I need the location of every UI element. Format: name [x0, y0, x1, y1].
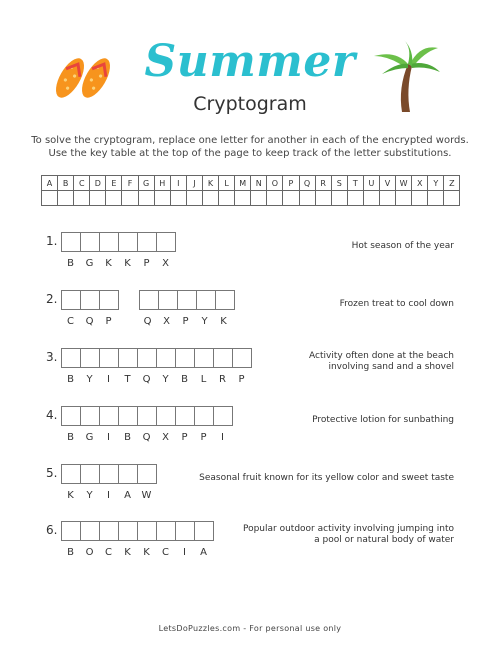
- cipher-letter: Q: [142, 374, 151, 385]
- answer-boxes: [61, 521, 214, 541]
- cipher-letter: K: [105, 258, 112, 269]
- cipher-text: [61, 432, 232, 443]
- instructions-line-2: Use the key table at the top of the page to keep track of the letter substitutions.: [48, 148, 452, 159]
- clue-line: Seasonal fruit known for its yellow color and sweet taste: [199, 473, 454, 483]
- answer-box[interactable]: [80, 464, 100, 484]
- cipher-text: [61, 374, 251, 385]
- key-answer-cell[interactable]: [299, 191, 315, 206]
- key-answer-cell[interactable]: [170, 191, 186, 206]
- clue-line: involving sand and a shovel: [328, 362, 454, 372]
- key-letter: G: [138, 176, 154, 191]
- answer-box[interactable]: [175, 406, 195, 426]
- answer-box[interactable]: [137, 348, 157, 368]
- cipher-letter: P: [182, 316, 189, 327]
- cipher-letter: I: [107, 374, 110, 385]
- key-answer-cell[interactable]: [283, 191, 299, 206]
- answer-box[interactable]: [177, 290, 197, 310]
- cipher-letter: K: [143, 547, 150, 558]
- key-answer-cell[interactable]: [219, 191, 235, 206]
- cipher-letter: C: [67, 316, 74, 327]
- answer-box[interactable]: [99, 232, 119, 252]
- key-letter: Z: [444, 176, 460, 191]
- answer-box[interactable]: [118, 232, 138, 252]
- answer-box[interactable]: [194, 406, 214, 426]
- page-subtitle: Cryptogram: [193, 93, 307, 115]
- clue: [243, 524, 454, 546]
- key-letter: R: [315, 176, 331, 191]
- clue-line: Popular outdoor activity involving jumping into: [242, 524, 454, 534]
- cipher-letter: Y: [86, 490, 93, 501]
- clue-line: Protective lotion for sunbathing: [312, 415, 454, 425]
- key-answer-cell[interactable]: [412, 191, 428, 206]
- clue: [340, 299, 454, 310]
- cipher-letter: C: [162, 547, 169, 558]
- cipher-letter: Y: [201, 316, 208, 327]
- puzzle-5: [0, 464, 500, 504]
- answer-box[interactable]: [80, 521, 100, 541]
- puzzle-number: 5.: [46, 466, 58, 480]
- answer-boxes: [61, 348, 252, 368]
- answer-box[interactable]: [99, 290, 119, 310]
- answer-box[interactable]: [61, 290, 81, 310]
- key-letter: U: [363, 176, 379, 191]
- cipher-letter: B: [67, 547, 74, 558]
- clue-line: Frozen treat to cool down: [339, 299, 454, 309]
- key-letter: D: [90, 176, 106, 191]
- answer-box[interactable]: [156, 406, 176, 426]
- key-letter: Y: [428, 176, 444, 191]
- answer-box[interactable]: [194, 348, 214, 368]
- answer-box[interactable]: [99, 406, 119, 426]
- key-letter: V: [379, 176, 395, 191]
- cipher-text: [61, 547, 213, 558]
- answer-box[interactable]: [80, 290, 100, 310]
- answer-box[interactable]: [137, 406, 157, 426]
- cipher-letter: I: [221, 432, 224, 443]
- cipher-letter: K: [124, 547, 131, 558]
- cipher-letter: B: [181, 374, 188, 385]
- key-answer-cell[interactable]: [202, 191, 218, 206]
- key-letter: J: [186, 176, 202, 191]
- clue-line: Activity often done at the beach: [309, 351, 454, 361]
- key-letter: M: [235, 176, 251, 191]
- cipher-letter: P: [105, 316, 112, 327]
- puzzle-2: [0, 290, 500, 330]
- cipher-letter: P: [181, 432, 188, 443]
- cipher-letter: P: [238, 374, 245, 385]
- key-letter: K: [202, 176, 218, 191]
- cipher-letter: I: [183, 547, 186, 558]
- answer-box[interactable]: [61, 521, 81, 541]
- cipher-letter: Y: [86, 374, 93, 385]
- answer-box[interactable]: [175, 521, 195, 541]
- cipher-letter: B: [124, 432, 131, 443]
- puzzle-6: [0, 521, 500, 561]
- key-answer-cell[interactable]: [235, 191, 251, 206]
- key-letter: C: [74, 176, 90, 191]
- cipher-text: [61, 490, 156, 501]
- cipher-letter: B: [67, 432, 74, 443]
- cipher-text: [61, 258, 175, 269]
- cipher-letter: A: [124, 490, 131, 501]
- puzzle-number: 6.: [46, 523, 58, 537]
- key-answer-cell[interactable]: [122, 191, 138, 206]
- key-answer-cell[interactable]: [444, 191, 460, 206]
- cipher-letter: L: [200, 374, 207, 385]
- answer-box[interactable]: [99, 348, 119, 368]
- answer-box[interactable]: [61, 232, 81, 252]
- answer-box[interactable]: [137, 464, 157, 484]
- answer-box[interactable]: [80, 406, 100, 426]
- answer-box[interactable]: [196, 290, 216, 310]
- key-answer-cell[interactable]: [379, 191, 395, 206]
- answer-box[interactable]: [194, 521, 214, 541]
- clue: [352, 241, 454, 252]
- instructions-line-1: To solve the cryptogram, replace one letter for another in each of the encrypted words.: [31, 135, 469, 146]
- key-letter: E: [106, 176, 122, 191]
- answer-box[interactable]: [99, 521, 119, 541]
- key-letter: F: [122, 176, 138, 191]
- cipher-letter: K: [67, 490, 74, 501]
- cipher-letter: G: [85, 258, 94, 269]
- key-answer-cell[interactable]: [74, 191, 90, 206]
- answer-boxes: [61, 290, 235, 310]
- answer-box[interactable]: [99, 464, 119, 484]
- answer-box[interactable]: [61, 406, 81, 426]
- answer-box[interactable]: [118, 464, 138, 484]
- cipher-letter: I: [107, 432, 110, 443]
- cipher-letter: O: [85, 547, 94, 558]
- key-table: [41, 175, 460, 206]
- key-answer-cell[interactable]: [347, 191, 363, 206]
- puzzle-3: [0, 348, 500, 388]
- key-letter: Q: [299, 176, 315, 191]
- answer-box[interactable]: [61, 464, 81, 484]
- answer-box[interactable]: [175, 348, 195, 368]
- answer-box[interactable]: [156, 521, 176, 541]
- cipher-letter: X: [162, 432, 169, 443]
- clue: [199, 473, 454, 484]
- answer-box[interactable]: [213, 348, 233, 368]
- instructions: [0, 134, 500, 160]
- key-letter: X: [412, 176, 428, 191]
- answer-box[interactable]: [156, 348, 176, 368]
- cipher-letter: I: [107, 490, 110, 501]
- cipher-letter: K: [220, 316, 227, 327]
- cipher-letter: K: [124, 258, 131, 269]
- footer: LetsDoPuzzles.com - For personal use only: [158, 624, 342, 633]
- key-letters-row: [42, 176, 460, 191]
- key-answer-cell[interactable]: [154, 191, 170, 206]
- cipher-letter: T: [124, 374, 131, 385]
- answer-box[interactable]: [118, 348, 138, 368]
- answer-box[interactable]: [80, 348, 100, 368]
- cipher-letter: Q: [143, 316, 152, 327]
- answer-box[interactable]: [137, 232, 157, 252]
- page-title: Summer: [144, 36, 356, 87]
- key-letter: H: [154, 176, 170, 191]
- answer-box[interactable]: [215, 290, 235, 310]
- cipher-letter: C: [105, 547, 112, 558]
- key-answer-cell[interactable]: [363, 191, 379, 206]
- answer-box[interactable]: [232, 348, 252, 368]
- key-letter: A: [42, 176, 58, 191]
- answer-box[interactable]: [156, 232, 176, 252]
- key-letter: N: [251, 176, 267, 191]
- key-answer-cell[interactable]: [138, 191, 154, 206]
- cipher-letter: W: [141, 490, 152, 501]
- puzzle-4: [0, 406, 500, 446]
- puzzle-number: 3.: [46, 350, 58, 364]
- puzzle-number: 1.: [46, 234, 58, 248]
- cipher-letter: Q: [85, 316, 94, 327]
- answer-box[interactable]: [118, 406, 138, 426]
- cipher-letter: A: [200, 547, 207, 558]
- clue: [312, 415, 454, 426]
- cipher-letter: R: [219, 374, 226, 385]
- answer-boxes: [61, 464, 157, 484]
- answer-box[interactable]: [213, 406, 233, 426]
- answer-box[interactable]: [118, 521, 138, 541]
- clue-line: a pool or natural body of water: [314, 535, 454, 545]
- key-letter: O: [267, 176, 283, 191]
- answer-box[interactable]: [139, 290, 159, 310]
- clue: [309, 351, 454, 373]
- key-letter: W: [396, 176, 412, 191]
- clue-line: Hot season of the year: [351, 241, 454, 251]
- key-letter: I: [170, 176, 186, 191]
- key-letter: S: [331, 176, 347, 191]
- cipher-text: [61, 316, 233, 327]
- cipher-letter: B: [67, 258, 74, 269]
- key-answer-cell[interactable]: [186, 191, 202, 206]
- answer-box[interactable]: [61, 348, 81, 368]
- puzzle-1: [0, 232, 500, 272]
- key-answer-cell[interactable]: [315, 191, 331, 206]
- answer-boxes: [61, 406, 233, 426]
- key-answer-cell[interactable]: [396, 191, 412, 206]
- key-answer-cell[interactable]: [267, 191, 283, 206]
- cipher-letter: G: [85, 432, 94, 443]
- key-answer-cell[interactable]: [331, 191, 347, 206]
- cipher-letter: B: [67, 374, 74, 385]
- key-answer-cell[interactable]: [90, 191, 106, 206]
- key-answer-cell[interactable]: [58, 191, 74, 206]
- cipher-letter: Y: [162, 374, 169, 385]
- cipher-letter: Q: [142, 432, 151, 443]
- puzzle-number: 4.: [46, 408, 58, 422]
- key-letter: B: [58, 176, 74, 191]
- key-letter: L: [219, 176, 235, 191]
- key-answers-row: [42, 191, 460, 206]
- cipher-letter: P: [200, 432, 207, 443]
- key-answer-cell[interactable]: [428, 191, 444, 206]
- key-letter: P: [283, 176, 299, 191]
- answer-boxes: [61, 232, 176, 252]
- key-letter: T: [347, 176, 363, 191]
- answer-box[interactable]: [158, 290, 178, 310]
- key-answer-cell[interactable]: [106, 191, 122, 206]
- key-answer-cell[interactable]: [42, 191, 58, 206]
- cipher-letter: X: [162, 258, 169, 269]
- cipher-letter: P: [143, 258, 150, 269]
- cipher-letter: X: [163, 316, 170, 327]
- puzzle-number: 2.: [46, 292, 58, 306]
- answer-box[interactable]: [80, 232, 100, 252]
- answer-box[interactable]: [137, 521, 157, 541]
- key-answer-cell[interactable]: [251, 191, 267, 206]
